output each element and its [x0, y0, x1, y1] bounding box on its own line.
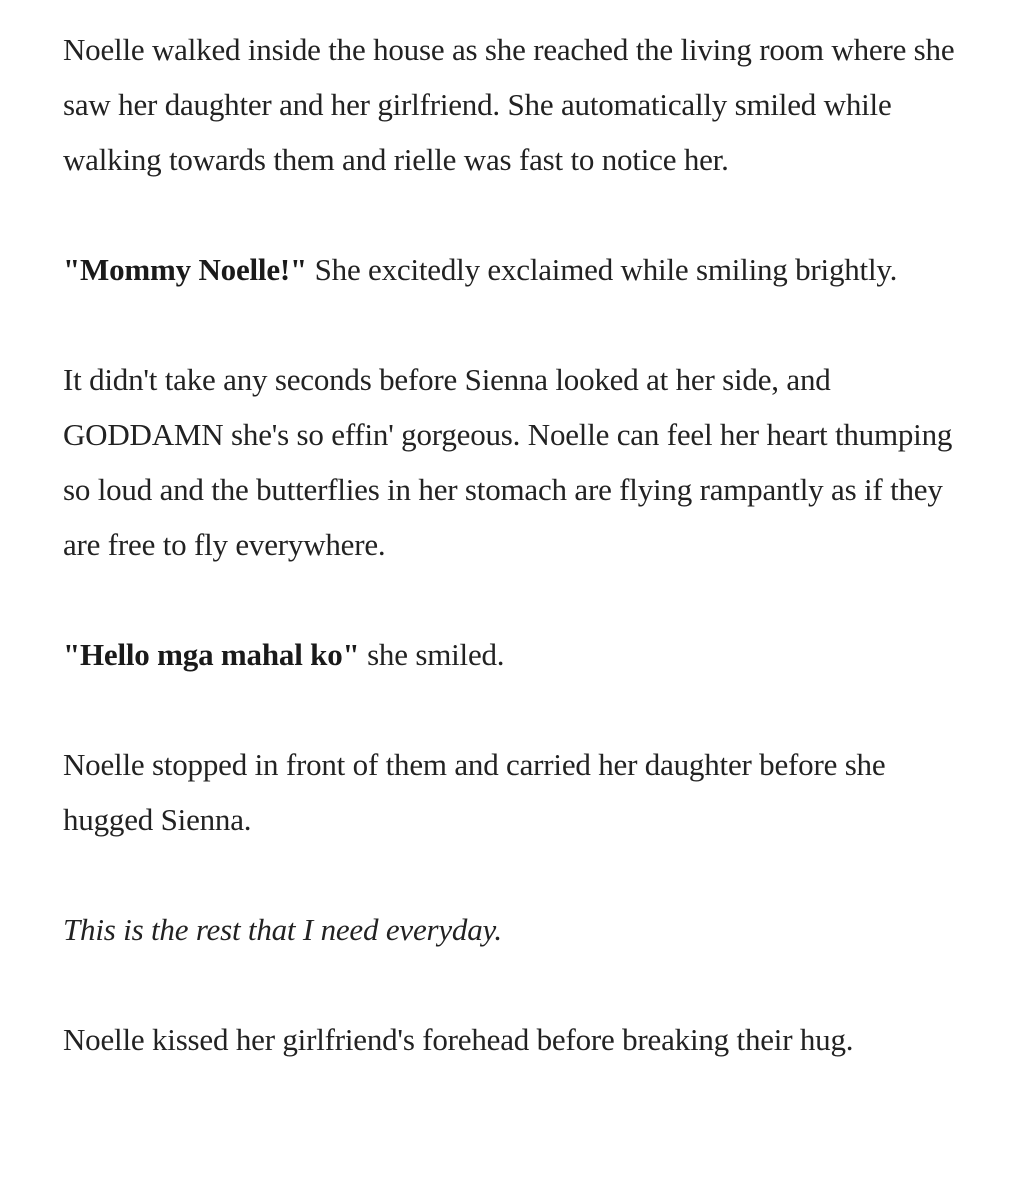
- paragraph-2-narration: She excitedly exclaimed while smiling brightly.: [307, 252, 898, 287]
- paragraph-1: Noelle walked inside the house as she reached the living room where she saw her daughter and her girlfriend. She automatically smiled while walking towards them and rielle was fast to notice her.: [63, 32, 955, 177]
- dialogue-hello-mga-mahal-ko: "Hello mga mahal ko": [63, 637, 360, 672]
- paragraph-4-narration: she smiled.: [359, 637, 505, 672]
- paragraph-3: It didn't take any seconds before Sienna looked at her side, and GODDAMN she's so effin' gorgeous. Noelle can feel her heart thumping so loud and the butterflies in her stomach are flying rampantly as if they are free to fly everywhere.: [63, 362, 953, 562]
- dialogue-mommy-noelle: "Mommy Noelle!": [63, 252, 308, 287]
- inner-thought: This is the rest that I need everyday.: [63, 912, 502, 947]
- paragraph-5: Noelle stopped in front of them and carried her daughter before she hugged Sienna.: [63, 747, 886, 837]
- paragraph-2: [63, 242, 968, 297]
- story-text: [63, 22, 968, 1067]
- paragraph-4: [63, 627, 968, 682]
- paragraph-6: [63, 902, 968, 957]
- paragraph-7: Noelle kissed her girlfriend's forehead before breaking their hug.: [63, 1022, 854, 1057]
